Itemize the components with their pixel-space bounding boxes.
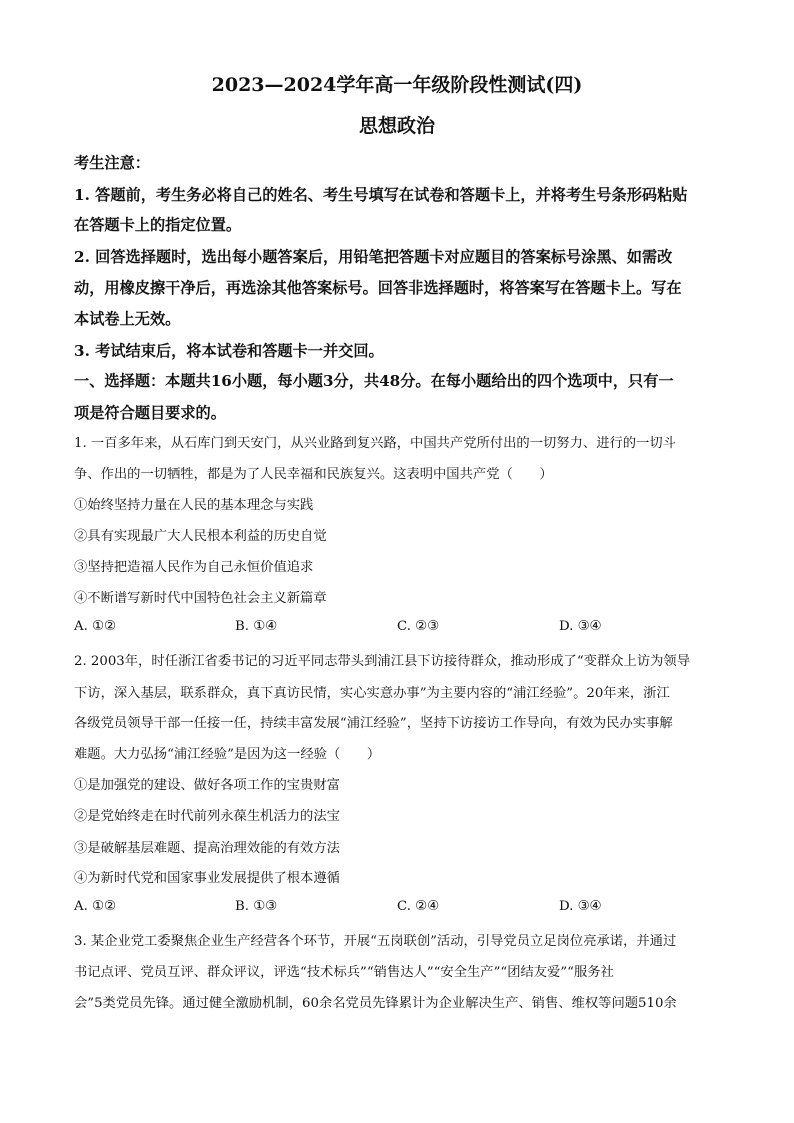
answer-option: A. ①②	[74, 619, 116, 634]
question-item: ④不断谱写新时代中国特色社会主义新篇章	[74, 591, 327, 606]
answer-option: A. ①②	[74, 899, 116, 914]
question-stem: 1. 一百多年来，从石库门到天安门，从兴业路到复兴路，中国共产党所付出的一切努力、进行的一切斗	[74, 436, 676, 451]
question-stem: 难题。大力弘扬“浦江经验”是因为这一经验（ ）	[74, 747, 381, 762]
answer-option: C. ②④	[397, 899, 439, 914]
exam-subject: 思想政治	[358, 115, 435, 137]
notice-line: 在答题卡上的指定位置。	[74, 216, 242, 234]
question-stem: 会”5类党员先锋。通过健全激励机制，60余名党员先锋累计为企业解决生产、销售、维权等问题510余	[74, 996, 677, 1011]
question-item: ④为新时代党和国家事业发展提供了根本遵循	[74, 871, 340, 886]
question-item: ①是加强党的建设、做好各项工作的宝贵财富	[74, 778, 340, 793]
section-heading: 项是符合题目要求的。	[74, 404, 226, 422]
question-stem: 各级党员领导干部一任接一任，持续丰富发展“浦江经验”，坚持下访接访工作导向，有效为民办实事解	[74, 716, 673, 731]
question-item: ①始终坚持力量在人民的基本理念与实践	[74, 498, 314, 513]
answer-option: D. ③④	[559, 899, 602, 914]
question-stem: 书记点评、党员互评、群众评议，评选“技术标兵”“销售达人”“安全生产”“团结友爱”“服务社	[74, 965, 614, 980]
question-item: ②具有实现最广大人民根本利益的历史自觉	[74, 529, 327, 544]
notice-line: 3. 考试结束后，将本试卷和答题卡一并交回。	[74, 342, 384, 360]
notice-line: 1. 答题前，考生务必将自己的姓名、考生号填写在试卷和答题卡上，并将考生号条形码粘贴	[74, 186, 688, 204]
answer-option: B. ①④	[235, 619, 278, 634]
question-stem: 2. 2003年，时任浙江省委书记的习近平同志带头到浦江县下访接待群众，推动形成了“变群众上访为领导	[74, 654, 691, 669]
question-stem: 争、作出的一切牺牲，都是为了人民幸福和民族复兴。这表明中国共产党（ ）	[74, 467, 553, 482]
question-stem: 3. 某企业党工委聚焦企业生产经营各个环节，开展“五岗联创”活动，引导党员立足岗位亮承诺，并通过	[74, 934, 677, 949]
question-stem: 下访，深入基层，联系群众，真下真访民情，实心实意办事”为主要内容的“浦江经验”。20年来，浙江	[74, 686, 670, 701]
answer-option: B. ①③	[235, 899, 278, 914]
exam-title: 2023—2024学年高一年级阶段性测试(四)	[211, 74, 583, 96]
notice-line: 动，用橡皮擦干净后，再选涂其他答案标号。回答非选择题时，将答案写在答题卡上。写在	[74, 279, 682, 297]
notice-line: 2. 回答选择题时，选出每小题答案后，用铅笔把答题卡对应题目的答案标号涂黑、如需改	[74, 248, 673, 266]
notice-line: 本试卷上无效。	[74, 310, 181, 328]
answer-option: C. ②③	[397, 619, 439, 634]
section-heading: 一、选择题：本题共16小题，每小题3分，共48分。在每小题给出的四个选项中，只有一	[74, 372, 674, 390]
question-item: ③坚持把造福人民作为自己永恒价值追求	[74, 560, 314, 575]
notice-heading: 考生注意：	[74, 154, 150, 172]
answer-option: D. ③④	[559, 619, 602, 634]
question-item: ③是破解基层难题、提高治理效能的有效方法	[74, 841, 340, 856]
question-item: ②是党始终走在时代前列永葆生机活力的法宝	[74, 809, 340, 824]
